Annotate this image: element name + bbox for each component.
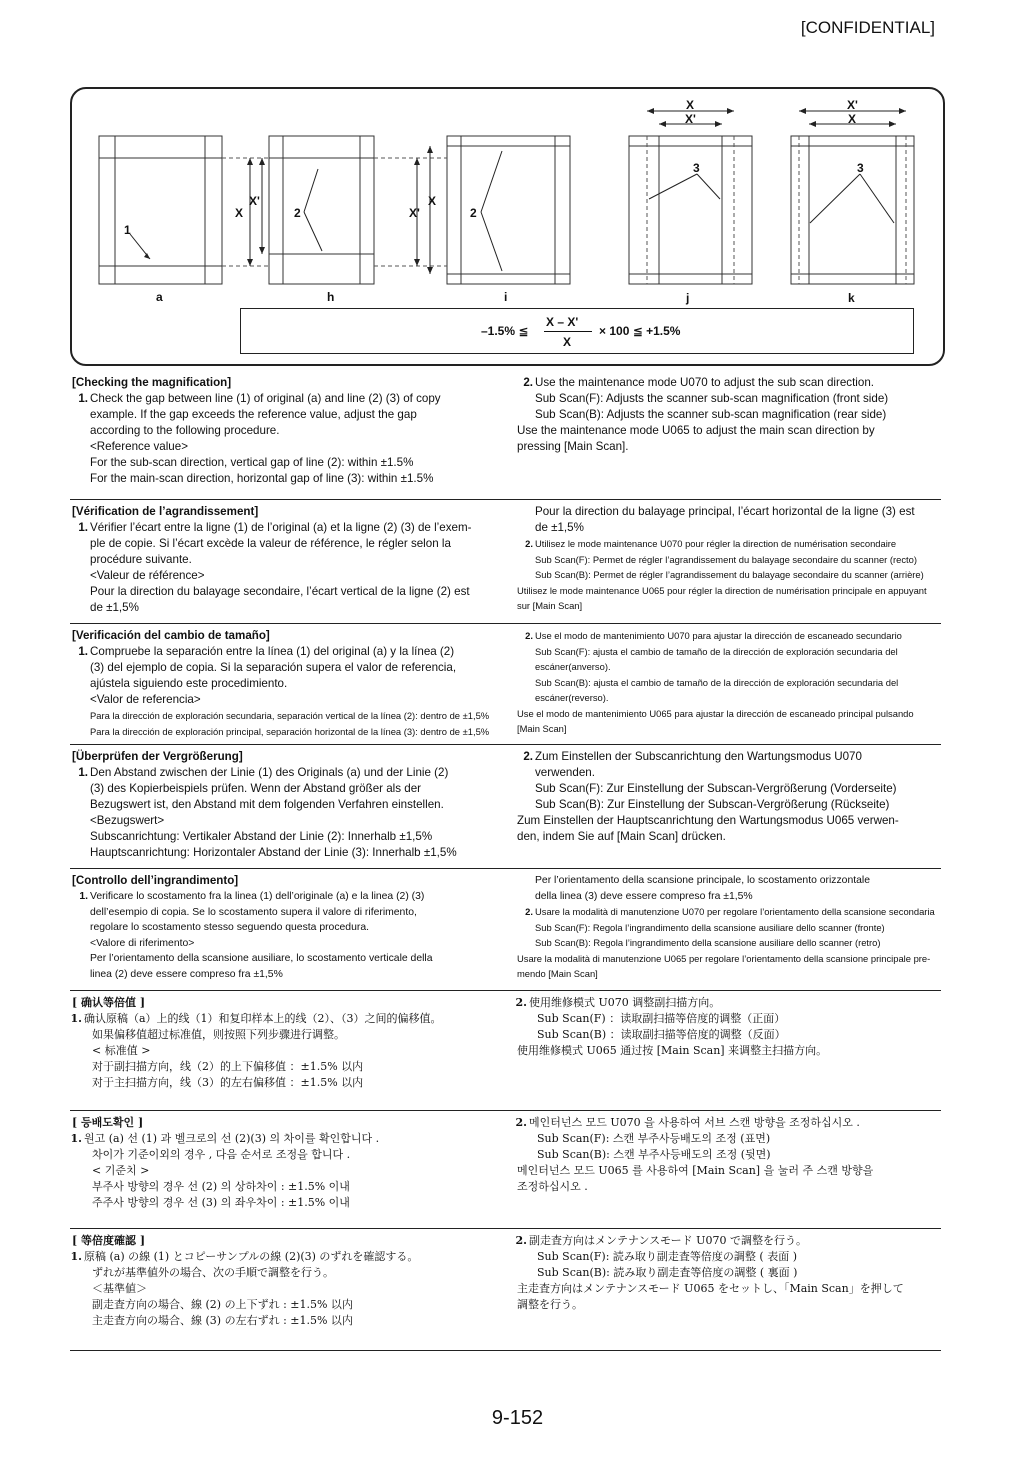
bottom-divider xyxy=(70,1350,941,1351)
line-text: mendo [Main Scan] xyxy=(517,968,598,979)
marker-xp-i: X' xyxy=(409,206,420,220)
text-line xyxy=(72,439,502,455)
text-line xyxy=(72,423,502,439)
text-line xyxy=(72,813,502,829)
text-line xyxy=(72,1075,502,1091)
text-line xyxy=(517,813,943,829)
text-line xyxy=(517,721,943,737)
text-line xyxy=(517,935,943,951)
marker-line-3-k: 3 xyxy=(857,161,864,175)
step-number: 1. xyxy=(78,766,88,779)
line-text: escáner(anverso). xyxy=(535,661,611,672)
text-line xyxy=(517,1115,943,1131)
label-k: k xyxy=(848,291,855,305)
line-text: Zum Einstellen der Subscanrichtung den Wartungsmodus U070 xyxy=(535,750,862,763)
tolerance-formula xyxy=(241,309,913,353)
right-column xyxy=(517,628,943,737)
procedure-section xyxy=(70,623,941,742)
step-number: 2. xyxy=(523,376,533,389)
text-line xyxy=(517,1297,943,1313)
line-text: ＜基準値＞ xyxy=(92,1282,147,1295)
marker-x-h: X xyxy=(235,206,244,220)
text-line xyxy=(72,1249,502,1265)
right-column xyxy=(517,1233,943,1313)
marker-line-2-i: 2 xyxy=(470,206,477,220)
line-text: ple de copie. Si l’écart excède la valeur de référence, le régler selon la xyxy=(90,537,451,550)
line-text: Use el modo de mantenimiento U070 para ajustar la dirección de escaneado secundario xyxy=(535,630,902,641)
text-line xyxy=(72,724,502,740)
label-a: a xyxy=(156,290,163,304)
text-line xyxy=(72,1265,502,1281)
line-text: Sub Scan(F): 스캔 부주사등배도의 조정 (표면) xyxy=(537,1132,771,1145)
line-text: Sub Scan(F): Adjusts the scanner sub-scan magnification (front side) xyxy=(535,392,889,405)
text-line xyxy=(517,873,943,889)
line-text: 使用维修模式 U070 调整副扫描方向。 xyxy=(529,996,721,1009)
text-line xyxy=(72,1195,502,1211)
formula-denominator: X xyxy=(563,335,572,349)
text-line xyxy=(517,1147,943,1163)
confidential-label: [CONFIDENTIAL] xyxy=(800,18,935,37)
text-line xyxy=(517,583,943,599)
line-text: 부주사 방향의 경우 선 (2) 의 상하차이 : ±1.5% 이내 xyxy=(92,1180,350,1193)
text-line xyxy=(72,536,502,552)
text-line xyxy=(72,1131,502,1147)
line-text: della linea (3) deve essere compreso fra ±1,5% xyxy=(535,890,753,902)
line-text: 使用维修模式 U065 通过按 [Main Scan] 来调整主扫描方向。 xyxy=(517,1044,828,1057)
line-text: 조정하십시오 . xyxy=(517,1180,588,1193)
text-line xyxy=(517,966,943,982)
text-line xyxy=(517,1281,943,1297)
text-line xyxy=(72,936,502,952)
text-line xyxy=(517,1043,943,1059)
text-line xyxy=(517,904,943,920)
line-text: 메인터넌스 모드 U070 을 사용하여 서브 스캔 방향을 조정하십시오 . xyxy=(529,1116,860,1129)
line-text: Pour la direction du balayage principal, l’écart horizontal de la ligne (3) est xyxy=(535,505,915,518)
text-line xyxy=(517,520,943,536)
section-title: [ 等倍度確認 ] xyxy=(72,1234,146,1247)
line-text: Per l’orientamento della scansione principale, lo scostamento orizzontale xyxy=(535,875,870,886)
line-text: Sub Scan(B) ：读取副扫描等倍度的调整（反面） xyxy=(537,1028,786,1041)
step-number: 2. xyxy=(523,750,533,763)
marker-x-k: X xyxy=(848,112,857,126)
step-number: 1. xyxy=(78,392,88,405)
line-text: 原稿 (a) の線 (1) とコピーサンプルの線 (2)(3) のずれを確認する。 xyxy=(84,1250,419,1263)
line-text: Sub Scan(B): Zur Einstellung der Subscan-Vergrößerung (Rückseite) xyxy=(535,798,890,811)
text-line xyxy=(517,1163,943,1179)
section-title: [Vérification de l’agrandissement] xyxy=(72,505,259,518)
left-column xyxy=(72,995,502,1091)
section-title: [Überprüfen der Vergrößerung] xyxy=(72,750,243,763)
text-line xyxy=(72,951,502,967)
text-line xyxy=(517,567,943,583)
text-line xyxy=(72,1297,502,1313)
line-text: verwenden. xyxy=(535,766,595,779)
text-line xyxy=(517,1011,943,1027)
line-text: Sub Scan(B): Adjusts the scanner sub-scan magnification (rear side) xyxy=(535,408,887,421)
line-text: Verificare lo scostamento fra la linea (1) dell’originale (a) e la linea (2) (3) xyxy=(90,891,425,902)
line-text: according to the following procedure. xyxy=(90,424,280,437)
left-column xyxy=(72,628,502,739)
text-line xyxy=(517,504,943,520)
line-text: For the sub-scan direction, vertical gap of line (2): within ±1.5% xyxy=(90,456,414,469)
line-text: Subscanrichtung: Vertikaler Abstand der Linie (2): Innerhalb ±1,5% xyxy=(90,830,433,843)
line-text: Use el modo de mantenimiento U065 para ajustar la dirección de escaneado principal pulsando xyxy=(517,707,914,719)
line-text: Sub Scan(B): Regola l’ingrandimento della scansione ausiliare dello scanner (retro) xyxy=(535,937,881,948)
line-text: Pour la direction du balayage secondaire, l’écart vertical de la ligne (2) est xyxy=(90,585,470,598)
step-number: 1. xyxy=(79,891,88,902)
line-text: 메인터넌스 모드 U065 를 사용하여 [Main Scan] 을 눌러 주 스캔 방향을 xyxy=(517,1164,874,1177)
text-line xyxy=(517,1249,943,1265)
line-text: Den Abstand zwischen der Linie (1) des Originals (a) und der Linie (2) xyxy=(90,766,449,779)
text-line xyxy=(517,706,943,722)
procedure-section xyxy=(70,1228,941,1349)
text-line xyxy=(72,584,502,600)
line-text: example. If the gap exceeds the reference value, adjust the gap xyxy=(90,408,417,421)
text-line xyxy=(72,967,502,983)
line-text: 主走査方向の場合、線 (3) の左右ずれ : ±1.5% 以内 xyxy=(92,1314,353,1327)
procedure-section xyxy=(70,990,941,1109)
line-text: Use the maintenance mode U070 to adjust the sub scan direction. xyxy=(535,376,874,389)
text-line xyxy=(517,628,943,644)
right-column xyxy=(517,749,943,845)
label-j: j xyxy=(686,291,690,305)
formula-fraction-bar xyxy=(544,331,592,332)
line-text: Vérifier l’écart entre la ligne (1) de l’original (a) et la ligne (2) (3) de l’exem- xyxy=(90,521,472,534)
line-text: < 기준치 > xyxy=(92,1164,150,1177)
text-line xyxy=(517,797,943,813)
section-title: [ 등배도확인 ] xyxy=(72,1116,144,1129)
text-line xyxy=(72,1011,502,1027)
step-number: 1. xyxy=(78,521,88,534)
line-text: <Reference value> xyxy=(90,440,188,453)
formula-box xyxy=(240,308,914,354)
text-line xyxy=(72,692,502,708)
step-number: 1. xyxy=(70,1132,82,1145)
text-line xyxy=(517,1265,943,1281)
text-line xyxy=(517,439,943,455)
line-text: ajústela siguiendo este procedimiento. xyxy=(90,677,288,690)
line-text: de ±1,5% xyxy=(90,601,139,614)
formula-right: × 100 ≦ +1.5% xyxy=(599,324,681,338)
text-line xyxy=(72,797,502,813)
text-line xyxy=(517,391,943,407)
right-column xyxy=(517,504,943,614)
step-number: 1. xyxy=(70,1250,82,1263)
line-text: 主走査方向はメンテナンスモード U065 をセットし、「Main Scan」を押して xyxy=(517,1282,904,1295)
line-text: 원고 (a) 선 (1) 과 벨크로의 선 (2)(3) 의 차이를 확인합니다 . xyxy=(84,1132,380,1145)
left-column xyxy=(72,1115,502,1211)
line-text: den, indem Sie auf [Main Scan] drücken. xyxy=(517,830,726,843)
text-line xyxy=(72,905,502,921)
right-column xyxy=(517,375,943,455)
line-text: Sub Scan(B): 스캔 부주사등배도의 조정 (뒷면) xyxy=(537,1148,771,1161)
line-text: Sub Scan(F): ajusta el cambio de tamaño de la dirección de exploración secundaria del xyxy=(535,645,898,657)
marker-xp-j: X' xyxy=(685,112,696,126)
line-text: Sub Scan(B): 読み取り副走査等倍度の調整 ( 裏面 ) xyxy=(537,1266,798,1279)
line-text: Use the maintenance mode U065 to adjust the main scan direction by xyxy=(517,424,875,437)
line-text: Sub Scan(F): Regola l’ingrandimento della scansione ausiliare dello scanner (fronte) xyxy=(535,921,885,933)
text-line xyxy=(517,920,943,936)
text-line xyxy=(72,1147,502,1163)
text-line xyxy=(517,644,943,660)
step-number: 2. xyxy=(525,538,533,549)
line-text: <Valore di riferimento> xyxy=(90,937,195,949)
text-line xyxy=(517,1027,943,1043)
step-number: 2. xyxy=(525,630,533,641)
text-line xyxy=(72,708,502,724)
line-text: Per l’orientamento della scansione ausiliare, lo scostamento verticale della xyxy=(90,953,433,964)
text-line xyxy=(72,845,502,861)
line-text: Para la dirección de exploración secundaria, separación vertical de la línea (2): dentro de ±1,5% xyxy=(90,710,490,721)
step-number: 2. xyxy=(515,1234,527,1247)
panel-i-frame xyxy=(447,136,570,284)
marker-line-1: 1 xyxy=(124,223,131,237)
line-text: (3) des Kopierbeispiels prüfen. Wenn der Abstand größer als der xyxy=(90,782,422,795)
left-column xyxy=(72,504,502,616)
line-text: linea (2) deve essere compreso fra ±1,5% xyxy=(90,968,283,980)
left-column xyxy=(72,749,502,861)
right-column xyxy=(517,1115,943,1195)
left-column xyxy=(72,375,502,487)
label-h: h xyxy=(327,290,335,304)
procedure-section xyxy=(70,868,941,987)
text-line xyxy=(517,749,943,765)
text-line xyxy=(517,552,943,568)
line-text: Utilisez le mode maintenance U065 pour régler la direction de numérisation principale en appuyant xyxy=(517,584,927,596)
step-number: 1. xyxy=(70,1012,82,1025)
text-line xyxy=(72,1313,502,1329)
text-line xyxy=(72,407,502,423)
marker-x-i: X xyxy=(428,194,437,208)
left-column xyxy=(72,873,502,982)
text-line xyxy=(517,690,943,706)
line-text: ずれが基準値外の場合、次の手順で調整を行う。 xyxy=(92,1266,334,1279)
text-line xyxy=(72,520,502,536)
line-text: Sub Scan(B): ajusta el cambio de tamaño de la dirección de exploración secundaria del xyxy=(535,676,899,688)
line-text: 副走査方向の場合、線 (2) の上下ずれ : ±1.5% 以内 xyxy=(92,1298,353,1311)
line-text: dell’esempio di copia. Se lo scostamento supera il valore di riferimento, xyxy=(90,906,417,918)
line-text: regolare lo scostamento stesso seguendo questa procedura. xyxy=(90,922,369,933)
line-text: Sub Scan(F) ：读取副扫描等倍度的调整（正面） xyxy=(537,1012,786,1025)
text-line xyxy=(72,600,502,616)
text-line xyxy=(517,951,943,967)
line-text: Hauptscanrichtung: Horizontaler Abstand der Linie (3): Innerhalb ±1,5% xyxy=(90,846,457,859)
line-text: Check the gap between line (1) of original (a) and line (2) (3) of copy xyxy=(90,392,441,405)
marker-x-j: X xyxy=(686,98,695,112)
text-line xyxy=(517,407,943,423)
text-line xyxy=(72,1059,502,1075)
line-text: 調整を行う。 xyxy=(517,1298,583,1311)
text-line xyxy=(517,423,943,439)
text-line xyxy=(517,675,943,691)
line-text: For the main-scan direction, horizontal gap of line (3): within ±1.5% xyxy=(90,472,434,485)
line-text: < 标准值 > xyxy=(92,1044,151,1057)
section-title: [Verificación del cambio de tamaño] xyxy=(72,629,270,642)
line-text: Utilisez le mode maintenance U070 pour régler la direction de numérisation secondaire xyxy=(535,538,897,549)
text-line xyxy=(72,1163,502,1179)
line-text: <Valeur de référence> xyxy=(90,569,205,582)
line-text: Zum Einstellen der Hauptscanrichtung den Wartungsmodus U065 verwen- xyxy=(517,814,899,827)
line-text: de ±1,5% xyxy=(535,521,584,534)
marker-line-3-j: 3 xyxy=(693,161,700,175)
marker-xp-k: X' xyxy=(847,98,858,112)
text-line xyxy=(72,889,502,905)
section-title: [Checking the magnification] xyxy=(72,376,232,389)
text-line xyxy=(517,889,943,905)
text-line xyxy=(517,659,943,675)
text-line xyxy=(517,536,943,552)
page-number: 9-152 xyxy=(491,1407,544,1429)
text-line xyxy=(517,375,943,391)
line-text: pressing [Main Scan]. xyxy=(517,440,629,453)
line-text: <Valor de referencia> xyxy=(90,693,201,706)
left-column xyxy=(72,1233,502,1329)
procedure-section xyxy=(70,744,941,865)
label-i: i xyxy=(504,290,508,304)
line-text: escáner(reverso). xyxy=(535,692,609,703)
line-text: <Bezugswert> xyxy=(90,814,165,827)
marker-line-2-h: 2 xyxy=(294,206,301,220)
magnification-figure xyxy=(70,87,945,366)
text-line xyxy=(517,829,943,845)
line-text: Bezugswert ist, den Abstand mit dem folgenden Verfahren einstellen. xyxy=(90,798,444,811)
right-column xyxy=(517,873,943,982)
line-text: Sub Scan(F): Zur Einstellung der Subscan-Vergrößerung (Vorderseite) xyxy=(535,782,897,795)
text-line xyxy=(72,781,502,797)
text-line xyxy=(72,568,502,584)
line-text: 副走査方向はメンテナンスモード U070 で調整を行う。 xyxy=(529,1234,807,1247)
line-text: sur [Main Scan] xyxy=(517,600,583,611)
text-line xyxy=(72,644,502,660)
formula-left: –1.5% ≦ xyxy=(481,324,529,338)
text-line xyxy=(72,455,502,471)
line-text: Compruebe la separación entre la línea (1) del original (a) y la línea (2) xyxy=(90,645,455,658)
line-text: 如果偏移值超过标准值，则按照下列步骤进行调整。 xyxy=(92,1028,345,1041)
text-line xyxy=(72,1179,502,1195)
formula-numerator: X – X' xyxy=(546,315,579,329)
line-text: Sub Scan(B): Permet de régler l’agrandissement du balayage secondaire du scanner (arrière) xyxy=(535,569,924,580)
text-line xyxy=(72,391,502,407)
text-line xyxy=(72,676,502,692)
text-line xyxy=(517,1179,943,1195)
line-text: 주주사 방향의 경우 선 (3) 의 좌우차이 : ±1.5% 이내 xyxy=(92,1196,350,1209)
text-line xyxy=(72,1043,502,1059)
text-line xyxy=(72,1027,502,1043)
line-text: 对于主扫描方向，线（3）的左右偏移值 ：±1.5% 以内 xyxy=(92,1076,364,1089)
procedure-section xyxy=(70,1110,941,1227)
text-line xyxy=(72,660,502,676)
step-number: 2. xyxy=(525,906,533,917)
step-number: 1. xyxy=(78,645,88,658)
text-line xyxy=(72,552,502,568)
line-text: Usare la modalità di manutenzione U070 per regolare l’orientamento della scansione secondaria xyxy=(535,906,935,917)
line-text: 차이가 기준이외의 경우 , 다음 순서로 조정을 합니다 . xyxy=(92,1148,351,1161)
text-line xyxy=(517,995,943,1011)
step-number: 2. xyxy=(515,996,527,1009)
text-line xyxy=(517,765,943,781)
line-text: Para la dirección de exploración principal, separación horizontal de la línea (3): dentro de ±1,5% xyxy=(90,725,490,737)
text-line xyxy=(72,829,502,845)
procedure-section xyxy=(70,374,941,494)
line-text: Usare la modalità di manutenzione U065 per regolare l’orientamento della scansione principale pre- xyxy=(517,952,931,964)
marker-xp-h: X' xyxy=(249,194,260,208)
step-number: 2. xyxy=(515,1116,527,1129)
line-text: 确认原稿（a）上的线（1）和复印样本上的线（2）、（3）之间的偏移值。 xyxy=(84,1012,442,1025)
line-text: Sub Scan(F): 読み取り副走査等倍度の調整 ( 表面 ) xyxy=(537,1250,797,1263)
line-text: [Main Scan] xyxy=(517,723,567,734)
text-line xyxy=(72,765,502,781)
section-title: [Controllo dell’ingrandimento] xyxy=(72,874,239,887)
line-text: (3) del ejemplo de copia. Si la separación supera el valor de referencia, xyxy=(90,661,457,674)
line-text: procédure suivante. xyxy=(90,553,192,566)
text-line xyxy=(517,1233,943,1249)
line-text: 对于副扫描方向，线（2）的上下偏移值 ：±1.5% 以内 xyxy=(92,1060,364,1073)
text-line xyxy=(72,920,502,936)
text-line xyxy=(517,781,943,797)
text-line xyxy=(517,598,943,614)
right-column xyxy=(517,995,943,1059)
text-line xyxy=(72,471,502,487)
text-line xyxy=(72,1281,502,1297)
line-text: Sub Scan(F): Permet de régler l’agrandissement du balayage secondaire du scanner (recto) xyxy=(535,553,917,565)
text-line xyxy=(517,1131,943,1147)
procedure-section xyxy=(70,499,941,620)
section-title: [ 确认等倍值 ] xyxy=(72,996,146,1009)
